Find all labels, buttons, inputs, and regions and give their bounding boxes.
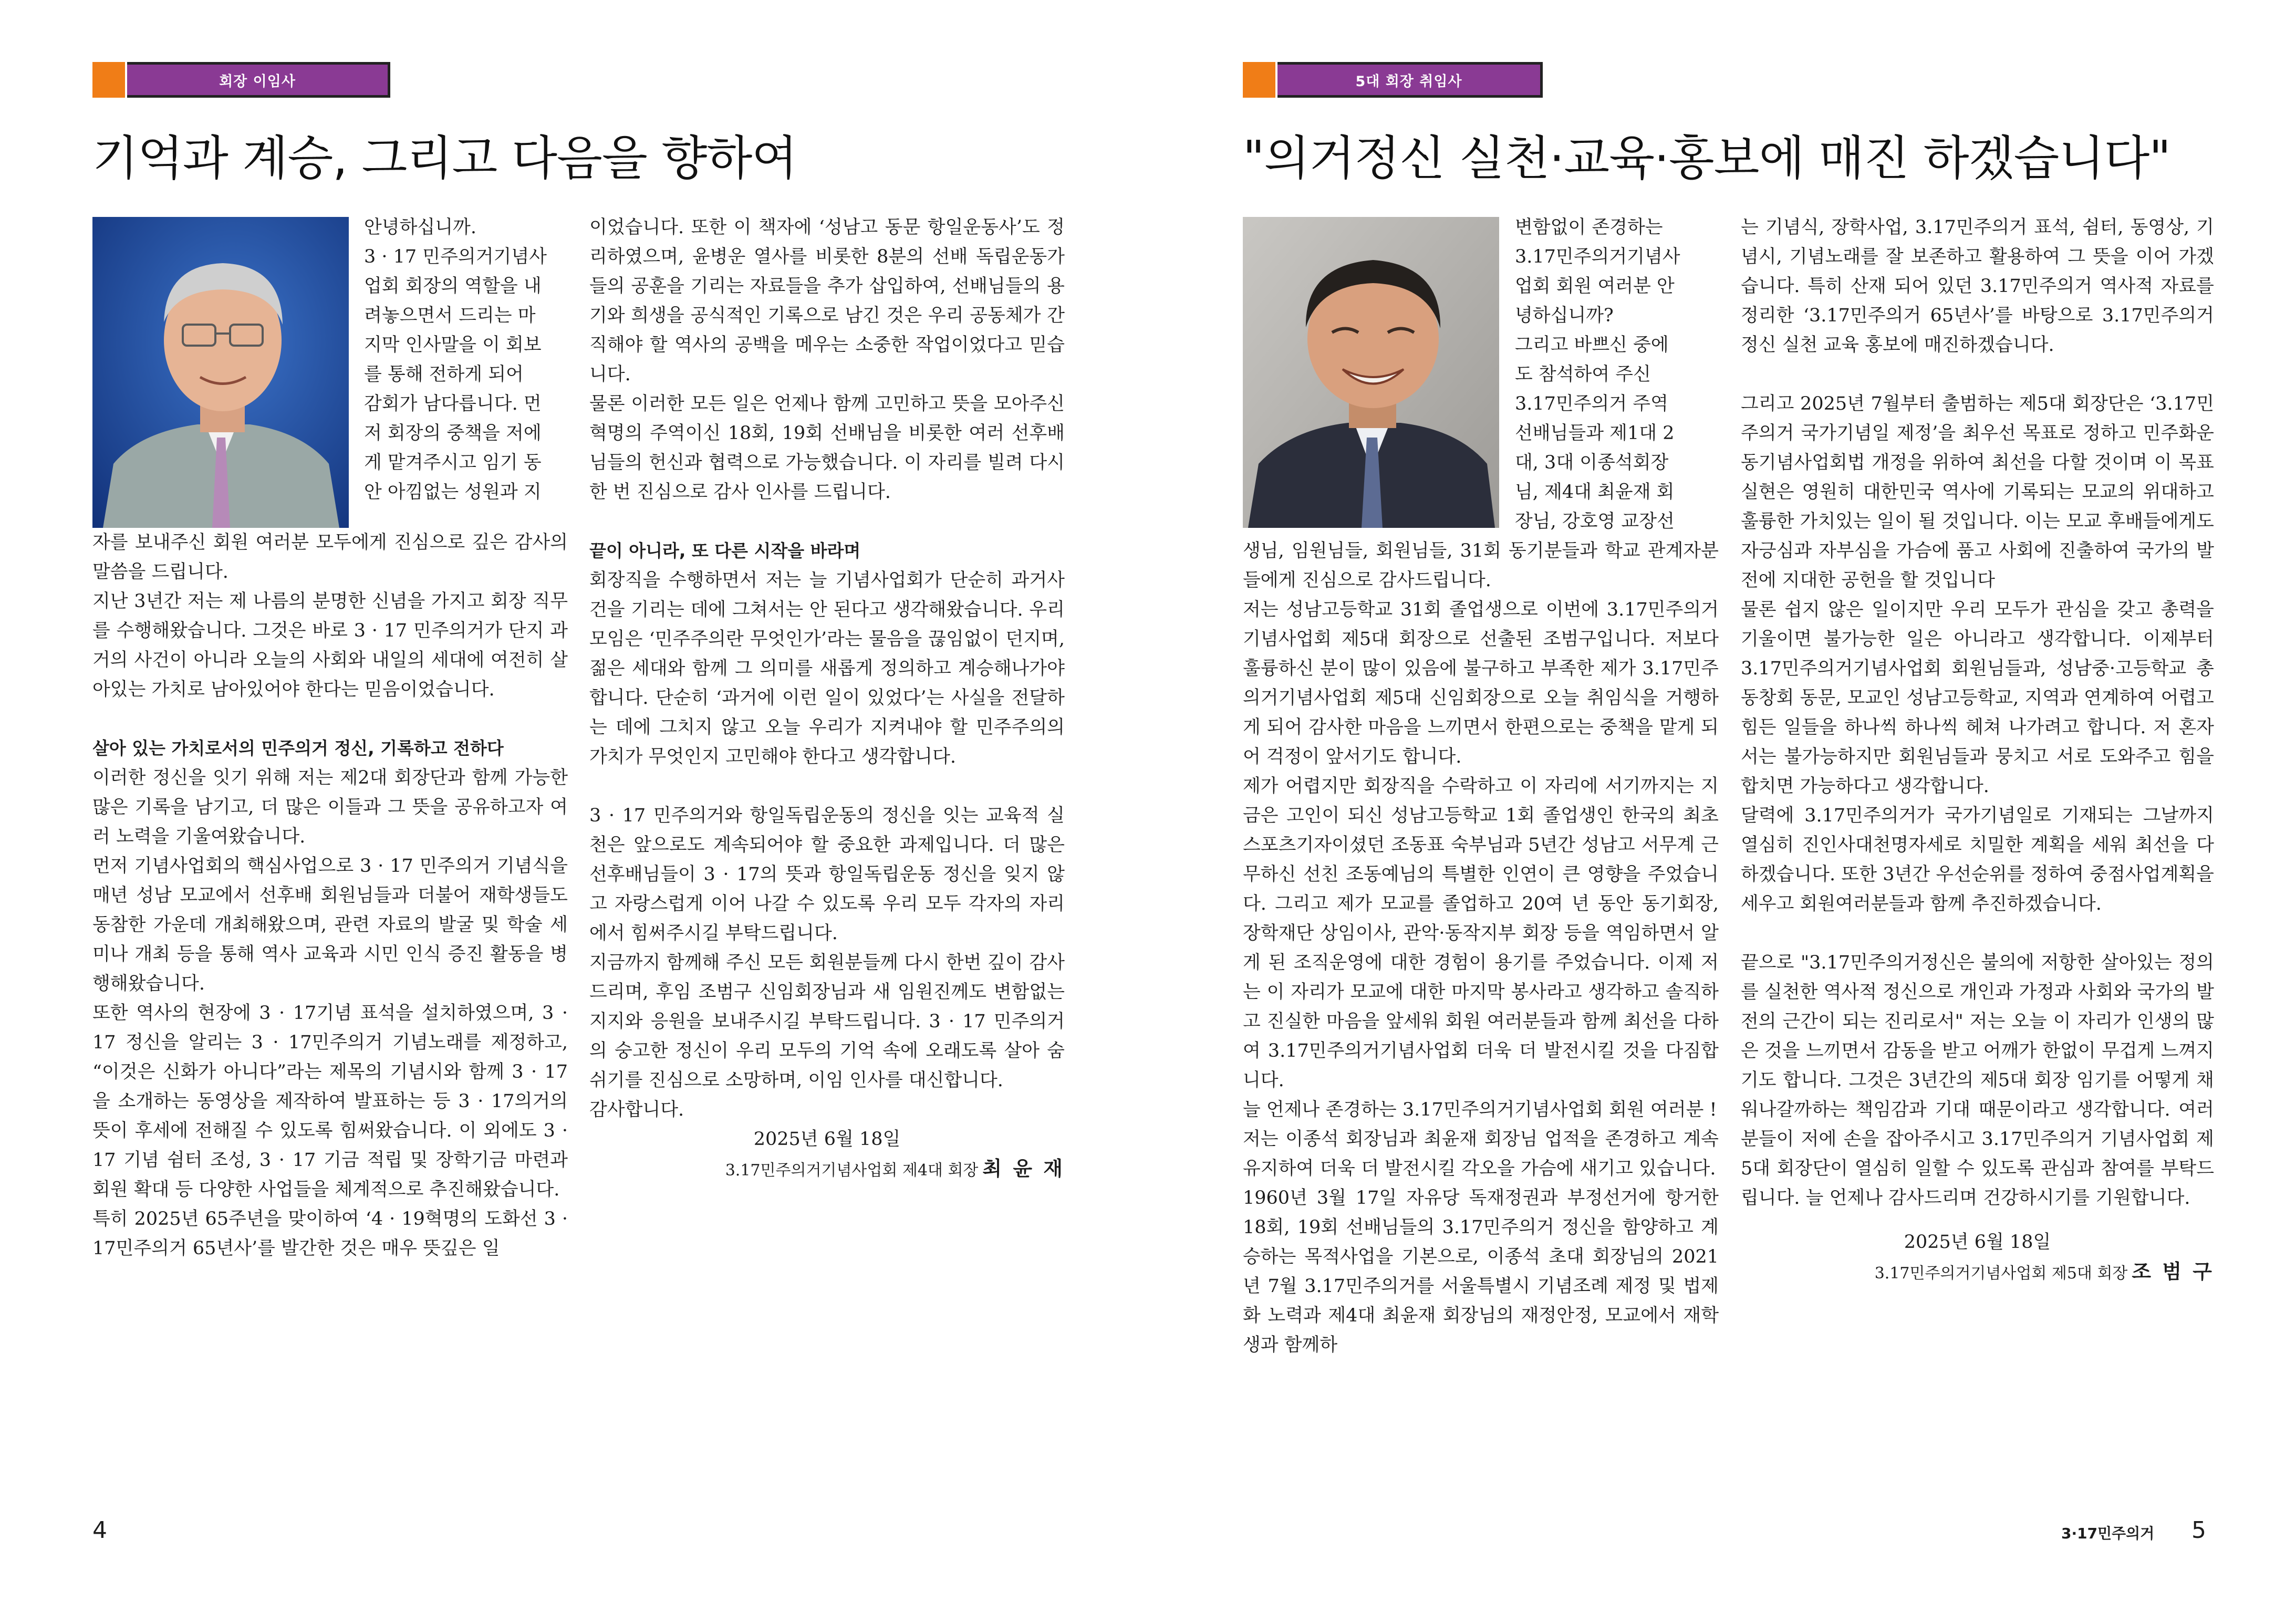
text-line: 도 참석하여 주신 [1515, 364, 1651, 385]
body-paragraph: 이러한 정신을 잇기 위해 저는 제2대 회장단과 함께 가능한 많은 기록을 남기고, 더 많은 이들과 그 뜻을 공유하고자 여러 노력을 기울여왔습니다. [92, 767, 568, 847]
page-number: 5 [2191, 1517, 2206, 1544]
body-paragraph: 3 · 17 민주의거와 항일독립운동의 정신을 잇는 교육적 실천은 앞으로도 계속되어야 할 중요한 과제입니다. 더 많은 선후배님들이 3 · 17의 뜻과 항일독립운동 정신을 잊지 않고 자랑스럽게 이어 나갈 수 있도록 우리 모두 각자의 자리에서 힘써주시길 부탁드립니다. [589, 805, 1065, 944]
text-line: 님, 제4대 최윤재 회 [1515, 482, 1675, 503]
portrait-photo-outgoing-president [92, 217, 349, 528]
tag-orange-block [1243, 62, 1277, 98]
text-line: 업회 회원 여러분 안 [1515, 276, 1675, 297]
signature-name: 최 윤 재 [982, 1157, 1065, 1180]
right-page [1148, 0, 2296, 1613]
body-paragraph: 특히 2025년 65주년을 맞이하여 ‘4 · 19혁명의 도화선 3 · 17민주의거 65년사’를 발간한 것은 매우 뜻깊은 일 [92, 1209, 568, 1259]
signature-name: 조 범 구 [2132, 1260, 2214, 1283]
body-paragraph: 끝으로 "3.17민주의거정신은 불의에 저항한 살아있는 정의를 실천한 역사적 정신으로 개인과 가정과 사회와 국가의 발전의 근간이 되는 진리로서" 저는 오늘 이 자리가 인생의 많은 것을 느끼면서 감동을 받고 어깨가 한없이 무겁게 느껴지기도 합니다. 그것은 3년간의 제5대 회장 임기를 어떻게 채워나갈까하는 책임감과 기대 때문이라고 생각합니다. 여러분들이 저에 손을 잡아주시고 3.17민주의거 기념사업회 제5대 회장단이 열심히 일할 수 있도록 관심과 참여를 부탁드립니다. 늘 언제나 감사드리며 건강하시기를 기원합니다. [1741, 952, 2214, 1209]
text-line: 지막 인사말을 이 회보 [364, 335, 542, 356]
text-line: 선배님들과 제1대 2 [1515, 423, 1675, 444]
signature-organization: 3.17민주의거기념사업회 제4대 회장 [725, 1161, 979, 1180]
right-column-1 [1243, 536, 1719, 1360]
wrapped-intro-lines [364, 213, 568, 507]
section-tag [92, 62, 390, 98]
body-paragraph: 는 기념식, 장학사업, 3.17민주의거 표석, 쉼터, 동영상, 기념시, 기념노래를 잘 보존하고 활용하여 그 뜻을 이어 가겠습니다. 특히 산재 되어 있던 3.17민주의거 역사적 자료를 정리한 ‘3.17민주의거 65년사’를 바탕으로 3.17민주의거정신 실천 교육 홍보에 매진하겠습니다. [1741, 217, 2214, 356]
body-paragraph: 물론 쉽지 않은 일이지만 우리 모두가 관심을 갖고 총력을 기울이면 불가능한 일은 아니라고 생각합니다. 이제부터 3.17민주의거기념사업회 회원님들과, 성남중·고등학교 총동창회 동문, 모교인 성남고등학교, 지역과 연계하여 어렵고 힘든 일들을 하나씩 하나씩 헤쳐 나가려고 합니다. 저 혼자서는 불가능하지만 회원님들과 뭉치고 서로 도와주고 힘을 합치면 가능하다고 생각합니다. [1741, 599, 2214, 797]
body-paragraph: 늘 언제나 존경하는 3.17민주의거기념사업회 회원 여러분 ! [1243, 1099, 1717, 1120]
text-line: 를 통해 전하게 되어 [364, 364, 524, 385]
text-line: 장님, 강호영 교장선 [1515, 511, 1675, 532]
signature-organization: 3.17민주의거기념사업회 제5대 회장 [1874, 1264, 2128, 1283]
body-paragraph: 지금까지 함께해 주신 모든 회원분들께 다시 한번 깊이 감사드리며, 후임 조범구 신임회장님과 새 임원진께도 변함없는 지지와 응원을 보내주시길 부탁드립니다. 3 · 17 민주의거의 숭고한 정신이 우리 모두의 기억 속에 오래도록 살아 숨쉬기를 진심으로 소망하며, 이임 인사를 대신합니다. [589, 952, 1065, 1091]
body-paragraph: 저는 성남고등학교 31회 졸업생으로 이번에 3.17민주의거기념사업회 제5대 회장으로 선출된 조범구입니다. 저보다 훌륭하신 분이 많이 있음에 불구하고 부족한 제가 3.17민주의거기념사업회 제5대 신임회장으로 오늘 취임식을 거행하게 되어 감사한 마음을 느끼면서 한편으로는 중책을 맡게 되어 걱정이 앞서기도 합니다. [1243, 599, 1719, 767]
text-line: 안녕하십니까. [364, 217, 476, 238]
tag-label: 5대 회장 취임사 [1277, 62, 1543, 98]
text-line: 3.17민주의거 주역 [1515, 393, 1668, 414]
article-headline: 기억과 계승, 그리고 다음을 향하여 [92, 131, 797, 186]
text-line: 그리고 바쁘신 중에 [1515, 335, 1669, 356]
text-line: 업회 회장의 역할을 내 [364, 276, 542, 297]
text-line: 려놓으면서 드리는 마 [364, 305, 536, 326]
wrapped-intro-lines [1515, 213, 1719, 536]
body-paragraph: 1960년 3월 17일 자유당 독재정권과 부정선거에 항거한 18회, 19회 선배님들의 3.17민주의거 정신을 함양하고 계승하는 목적사업을 기본으로, 이종석 초대 회장님의 2021년 7월 3.17민주의거를 서울특별시 기념조례 제정 및 법제화 노력과 제4대 최윤재 회장님의 재정안정, 모교에서 재학생과 함께하 [1243, 1188, 1719, 1356]
body-paragraph: 제가 어렵지만 회장직을 수락하고 이 자리에 서기까지는 지금은 고인이 되신 성남고등학교 1회 졸업생인 한국의 최초 스포츠기자이셨던 조동표 숙부님과 5년간 성남고 서무계 근무하신 선친 조동예님의 특별한 인연이 큰 영향을 주었습니다. 그리고 제가 모교를 졸업하고 20여 년 동안 동기회장, 장학재단 상임이사, 관악·동작지부 회장 등을 역임하면서 알게 된 조직운영에 대한 경험이 용기를 주었습니다. 이제 저는 이 자리가 모교에 대한 마지막 봉사라고 생각하고 솔직하고 진실한 마음을 앞세워 회원 여러분들과 함께 최선을 다하여 3.17민주의거기념사업회 더욱 더 발전시킬 것을 다짐합니다. [1243, 776, 1719, 1091]
section-subheading: 끝이 아니라, 또 다른 시작을 바라며 [589, 540, 861, 561]
body-paragraph: 회장직을 수행하면서 저는 늘 기념사업회가 단순히 과거사건을 기리는 데에 그쳐서는 안 된다고 생각해왔습니다. 우리 모임은 ‘민주주의란 무엇인가’라는 물음을 끊임없이 던지며, 젊은 세대와 함께 그 의미를 새롭게 정의하고 계승해나가야 합니다. 단순히 ‘과거에 이런 일이 있었다’는 사실을 전달하는 데에 그치지 않고 오늘 우리가 지켜내야 할 민주주의의 가치가 무엇인지 고민해야 한다고 생각합니다. [589, 570, 1065, 767]
left-column-1 [92, 528, 568, 1263]
text-line: 안 아낌없는 성원과 지 [364, 482, 542, 503]
section-subheading: 살아 있는 가치로서의 민주의거 정신, 기록하고 전하다 [92, 738, 504, 758]
article-headline: "의거정신 실천·교육·홍보에 매진 하겠습니다" [1243, 131, 2170, 186]
body-paragraph: 물론 이러한 모든 일은 언제나 함께 고민하고 뜻을 모아주신 혁명의 주역이신 18회, 19회 선배님을 비롯한 여러 선후배님들의 헌신과 협력으로 가능했습니다. 이 자리를 빌려 다시 한 번 진심으로 감사 인사를 드립니다. [589, 393, 1065, 503]
section-tag [1243, 62, 1543, 98]
signature [589, 1154, 1065, 1185]
body-paragraph: 저는 이종석 회장님과 최윤재 회장님 업적을 존경하고 계속 유지하여 더욱 더 발전시킬 각오을 가슴에 새기고 있습니다. [1243, 1129, 1719, 1179]
text-line: 저 회장의 중책을 저에 [364, 423, 542, 444]
tag-orange-block [92, 62, 127, 98]
tag-label: 회장 이임사 [127, 62, 390, 98]
text-line: 녕하십니까? [1515, 305, 1614, 326]
body-paragraph: 이었습니다. 또한 이 책자에 ‘성남고 동문 항일운동사’도 정리하였으며, 윤병운 열사를 비롯한 8분의 선배 독립운동가들의 공훈을 기리는 자료들을 추가 삽입하여, 선배님들의 용기와 희생을 공식적인 기록으로 남긴 것은 우리 공동체가 간직해야 할 역사의 공백을 메우는 소중한 작업이었다고 믿습니다. [589, 217, 1065, 385]
body-paragraph: 달력에 3.17민주의거가 국가기념일로 기재되는 그날까지 열심히 진인사대천명자세로 치밀한 계획을 세워 최선을 다하겠습니다. 또한 3년간 우선순위를 정하여 중점사업계획을 세우고 회원여러분들과 함께 추진하겠습니다. [1741, 805, 2214, 914]
body-paragraph: 먼저 기념사업회의 핵심사업으로 3 · 17 민주의거 기념식을 매년 성남 모교에서 선후배 회원님들과 더불어 재학생들도 동참한 가운데 개최해왔으며, 관련 자료의 발굴 및 학술 세미나 개최 등을 통해 역사 교육과 시민 인식 증진 활동을 병행해왔습니다. [92, 856, 568, 994]
signature [1741, 1257, 2214, 1288]
right-column-2 [1741, 213, 2214, 1288]
body-paragraph: 또한 역사의 현장에 3 · 17기념 표석을 설치하였으며, 3 · 17 정신을 알리는 3 · 17민주의거 기념노래를 제정하고, “이것은 신화가 아니다”라는 제목의 기념시와 함께 3 · 17을 소개하는 동영상을 제작하여 발표하는 등 3 · 17의거의 뜻이 후세에 전해질 수 있도록 힘써왔습니다. 이 외에도 3 · 17 기념 쉼터 조성, 3 · 17 기금 적립 및 장학기금 마련과 회원 확대 등 다양한 사업들을 체계적으로 추진해왔습니다. [92, 1003, 568, 1200]
text-line: 3 · 17 민주의거기념사 [364, 246, 547, 267]
signature-date: 2025년 6월 18일 [1904, 1232, 2051, 1253]
text-line: 3.17민주의거기념사 [1515, 246, 1680, 267]
text-line: 대, 3대 이종석회장 [1515, 452, 1669, 473]
body-paragraph: 자를 보내주신 회원 여러분 모두에게 진심으로 깊은 감사의 말씀을 드립니다. [92, 532, 568, 582]
text-line: 변함없이 존경하는 [1515, 217, 1663, 238]
left-column-2 [589, 213, 1065, 1185]
closing-line: 감사합니다. [589, 1099, 684, 1120]
portrait-photo-incoming-president [1243, 217, 1499, 528]
body-paragraph: 생님, 임원님들, 회원님들, 31회 동기분들과 학교 관계자분들에게 진심으로 감사드립니다. [1243, 540, 1719, 591]
page-number: 4 [92, 1517, 107, 1544]
body-paragraph: 지난 3년간 저는 제 나름의 분명한 신념을 가지고 회장 직무를 수행해왔습니다. 그것은 바로 3 · 17 민주의거가 단지 과거의 사건이 아니라 오늘의 사회와 내일의 세대에 여전히 살아있는 가치로 남아있어야 한다는 믿음이었습니다. [92, 591, 568, 700]
text-line: 게 맡겨주시고 임기 동 [364, 452, 542, 473]
text-line: 감회가 남다릅니다. 먼 [364, 393, 542, 414]
magazine-brand: 3·17민주의거 [2061, 1525, 2155, 1542]
body-paragraph: 그리고 2025년 7월부터 출범하는 제5대 회장단은 ‘3.17민주의거 국가기념일 제정’을 최우선 목표로 정하고 민주화운동기념사업회법 개정을 위하여 최선을 다할 것이며 이 목표 실현은 영원히 대한민국 역사에 기록되는 모교의 위대하고 훌륭한 가치있는 일이 될 것입니다. 이는 모교 후배들에게도 자긍심과 자부심을 가슴에 품고 사회에 진출하여 국가의 발전에 지대한 공헌을 할 것입니다 [1741, 393, 2214, 591]
signature-date: 2025년 6월 18일 [753, 1129, 901, 1150]
